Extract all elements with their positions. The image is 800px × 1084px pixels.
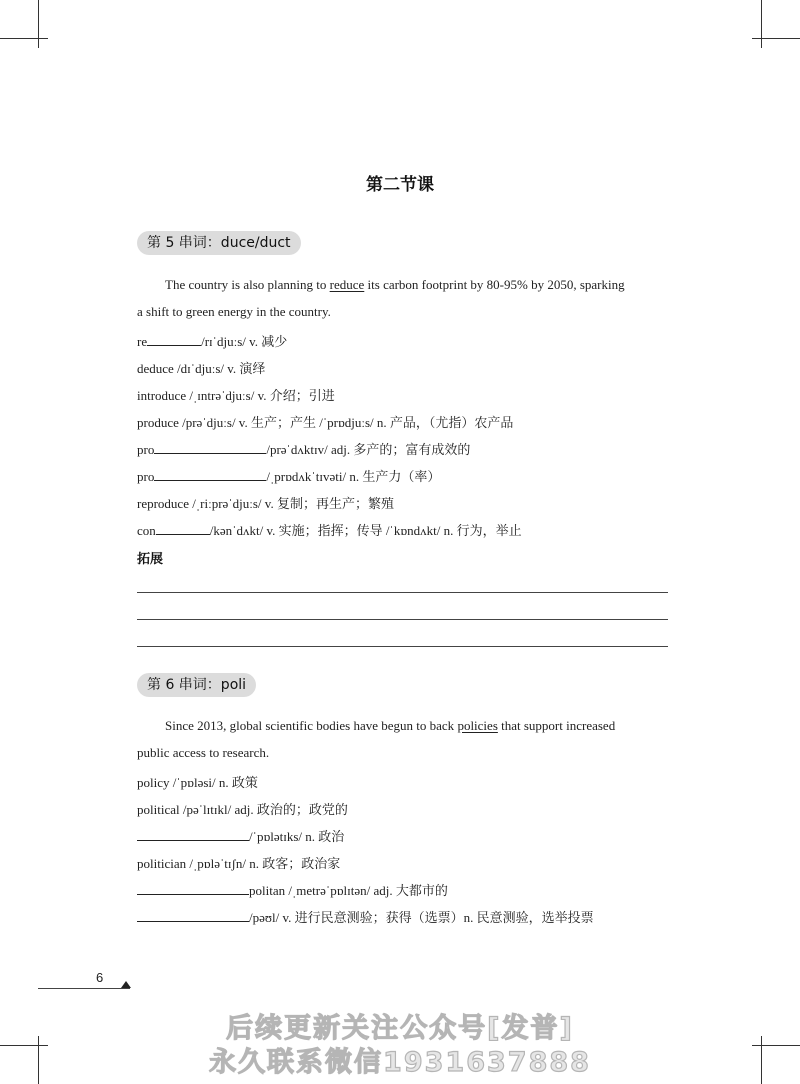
keyword: policies [457,718,498,733]
footer-rule [38,988,130,989]
fill-blank[interactable] [137,828,249,841]
word-entry: political /pəˈlɪtɪkl/ adj. 政治的；政党的 [137,802,348,817]
word-entry: policy /ˈpɒləsi/ n. 政策 [137,775,258,790]
crop-mark [0,38,48,39]
writing-line[interactable] [137,646,668,647]
word-entry: reproduce /ˌriːprəˈdjuːs/ v. 复制；再生产；繁殖 [137,496,394,511]
example-sentence-cont: public access to research. [137,745,270,760]
watermark-line: 后续更新关注公众号[发普] [226,1013,574,1044]
word-entry: re /rɪˈdjuːs/ v. 减少 [137,334,288,349]
writing-line[interactable] [137,619,668,620]
fill-blank[interactable] [156,522,210,535]
section-heading: 第 6 串词：poli [137,673,256,697]
page-number: 6 [96,970,104,985]
word-entry: pro /prəˈdʌktɪv/ adj. 多产的；富有成效的 [137,442,471,457]
word-entry: /pəʊl/ v. 进行民意测验；获得（选票）n. 民意测验，选举投票 [137,907,594,926]
fill-blank[interactable] [154,441,266,454]
fill-blank[interactable] [154,468,266,481]
word-entry: politician /ˌpɒləˈtɪʃn/ n. 政客；政治家 [137,856,341,871]
fill-blank[interactable] [137,909,249,922]
lesson-title: 第二节课 [366,175,434,195]
triangle-icon [121,981,131,988]
example-sentence-cont: a shift to green energy in the country. [137,304,331,319]
section-heading: 第 5 串词：duce/duct [137,231,301,255]
word-entry: /ˈpɒlətɪks/ n. 政治 [137,826,344,845]
keyword: reduce [329,277,365,292]
example-sentence: The country is also planning to reduce its carbon footprint by 80-95% by 2050, sparking [165,277,625,292]
word-entry: pro /ˌprɒdʌkˈtɪvəti/ n. 生产力（率） [137,469,441,484]
crop-mark [38,0,39,48]
fill-blank[interactable] [137,882,249,895]
writing-line[interactable] [137,592,668,593]
word-entry: politan /ˌmetrəˈpɒlɪtən/ adj. 大都市的 [137,880,448,899]
word-entry: produce /prəˈdjuːs/ v. 生产；产生 /ˈprɒdjuːs/ n. 产品，（尤指）农产品 [137,415,514,430]
word-entry: introduce /ˌɪntrəˈdjuːs/ v. 介绍；引进 [137,388,335,403]
example-sentence: Since 2013, global scientific bodies have begun to back policies that support increased [165,718,616,733]
expand-label: 拓展 [137,552,164,567]
crop-mark [752,38,800,39]
word-entry: con /kənˈdʌkt/ v. 实施；指挥；传导 /ˈkɒndʌkt/ n. 行为，举止 [137,523,522,538]
fill-blank[interactable] [147,333,201,346]
watermark-line: 永久联系微信1931637888 [209,1047,591,1078]
crop-mark [761,0,762,48]
word-entry: deduce /dɪˈdjuːs/ v. 演绎 [137,361,266,376]
